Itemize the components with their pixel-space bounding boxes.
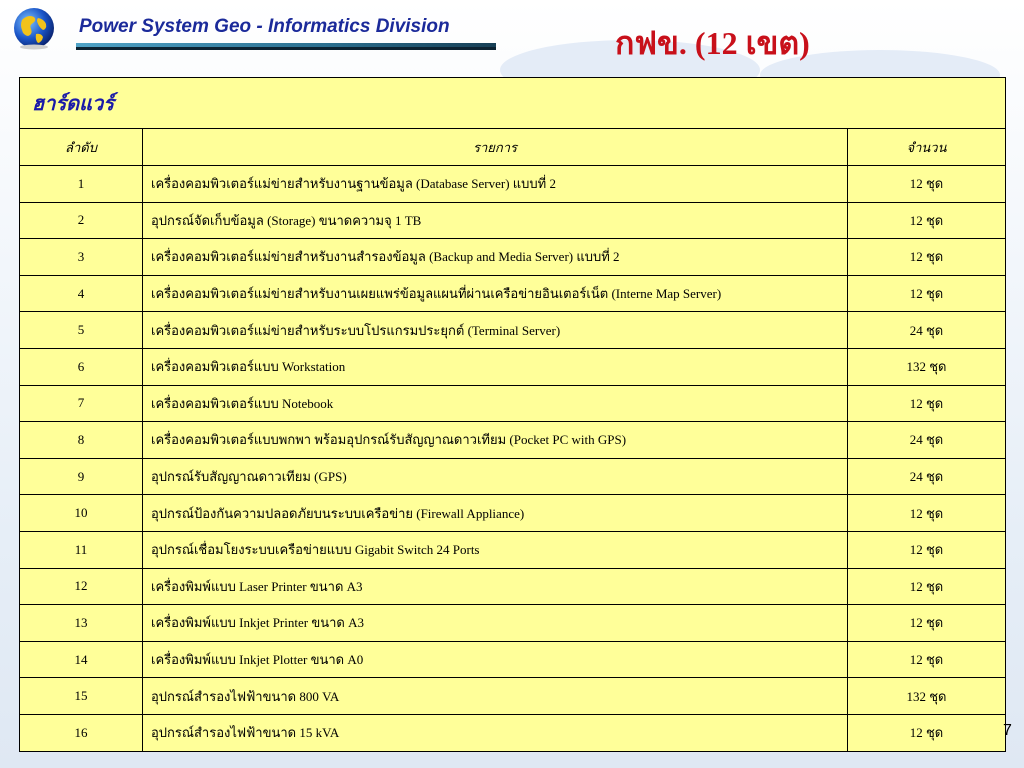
- row-number: 5: [20, 312, 143, 349]
- row-number: 2: [20, 202, 143, 239]
- table-row: [20, 495, 1006, 532]
- row-item: อุปกรณ์เชื่อมโยงระบบเครือข่ายแบบ Gigabit Switch 24 Ports: [143, 531, 848, 568]
- table-row: [20, 385, 1006, 422]
- row-quantity: 24 ชุด: [848, 422, 1006, 459]
- table-row: [20, 531, 1006, 568]
- row-quantity: 12 ชุด: [848, 495, 1006, 532]
- row-number: 10: [20, 495, 143, 532]
- division-title: Power System Geo - Informatics Division: [79, 16, 450, 37]
- hardware-table-container: [19, 77, 1005, 752]
- table-row: [20, 641, 1006, 678]
- row-item: เครื่องคอมพิวเตอร์แม่ข่ายสำหรับงานสำรองข้อมูล (Backup and Media Server) แบบที่ 2: [143, 239, 848, 276]
- page-heading: กฟข. (12 เขต): [615, 25, 810, 61]
- row-item: เครื่องคอมพิวเตอร์แม่ข่ายสำหรับงานเผยแพร่ข้อมูลแผนที่ผ่านเครือข่ายอินเตอร์เน็ต (Interne Map Server): [143, 275, 848, 312]
- table-row: [20, 239, 1006, 276]
- header-row: [20, 129, 1006, 166]
- column-header-item: รายการ: [143, 129, 848, 166]
- table-row: [20, 348, 1006, 385]
- hardware-table: [19, 77, 1006, 752]
- row-quantity: 12 ชุด: [848, 605, 1006, 642]
- row-item: อุปกรณ์สำรองไฟฟ้าขนาด 15 kVA: [143, 714, 848, 751]
- table-row: [20, 714, 1006, 751]
- row-number: 9: [20, 458, 143, 495]
- row-number: 1: [20, 166, 143, 203]
- row-number: 14: [20, 641, 143, 678]
- row-number: 4: [20, 275, 143, 312]
- row-quantity: 24 ชุด: [848, 312, 1006, 349]
- column-header-quantity: จำนวน: [848, 129, 1006, 166]
- section-title: ฮาร์ดแวร์: [20, 78, 1006, 129]
- row-item: อุปกรณ์ป้องกันความปลอดภัยบนระบบเครือข่าย (Firewall Appliance): [143, 495, 848, 532]
- row-number: 16: [20, 714, 143, 751]
- row-quantity: 12 ชุด: [848, 385, 1006, 422]
- row-number: 12: [20, 568, 143, 605]
- row-quantity: 12 ชุด: [848, 275, 1006, 312]
- row-number: 15: [20, 678, 143, 715]
- row-item: เครื่องพิมพ์แบบ Inkjet Plotter ขนาด A0: [143, 641, 848, 678]
- row-number: 6: [20, 348, 143, 385]
- row-item: เครื่องพิมพ์แบบ Laser Printer ขนาด A3: [143, 568, 848, 605]
- table-row: [20, 568, 1006, 605]
- row-number: 8: [20, 422, 143, 459]
- row-quantity: 12 ชุด: [848, 568, 1006, 605]
- row-quantity: 132 ชุด: [848, 678, 1006, 715]
- row-item: เครื่องคอมพิวเตอร์แม่ข่ายสำหรับระบบโปรแกรมประยุกต์ (Terminal Server): [143, 312, 848, 349]
- row-quantity: 12 ชุด: [848, 714, 1006, 751]
- row-item: อุปกรณ์รับสัญญาณดาวเทียม (GPS): [143, 458, 848, 495]
- row-item: เครื่องพิมพ์แบบ Inkjet Printer ขนาด A3: [143, 605, 848, 642]
- slide-number: 7: [1003, 722, 1012, 739]
- row-quantity: 12 ชุด: [848, 531, 1006, 568]
- row-quantity: 12 ชุด: [848, 202, 1006, 239]
- globe-icon: [12, 6, 56, 50]
- title-underline-shadow: [76, 47, 496, 50]
- row-item: เครื่องคอมพิวเตอร์แบบ Notebook: [143, 385, 848, 422]
- row-number: 7: [20, 385, 143, 422]
- row-quantity: 24 ชุด: [848, 458, 1006, 495]
- table-row: [20, 275, 1006, 312]
- table-row: [20, 312, 1006, 349]
- column-header-number: ลำดับ: [20, 129, 143, 166]
- row-item: อุปกรณ์สำรองไฟฟ้าขนาด 800 VA: [143, 678, 848, 715]
- row-item: เครื่องคอมพิวเตอร์แม่ข่ายสำหรับงานฐานข้อมูล (Database Server) แบบที่ 2: [143, 166, 848, 203]
- row-quantity: 12 ชุด: [848, 641, 1006, 678]
- row-quantity: 12 ชุด: [848, 166, 1006, 203]
- table-row: [20, 202, 1006, 239]
- section-row: [20, 78, 1006, 129]
- table-row: [20, 678, 1006, 715]
- row-number: 11: [20, 531, 143, 568]
- table-row: [20, 422, 1006, 459]
- row-number: 13: [20, 605, 143, 642]
- row-quantity: 132 ชุด: [848, 348, 1006, 385]
- row-item: เครื่องคอมพิวเตอร์แบบพกพา พร้อมอุปกรณ์รับสัญญาณดาวเทียม (Pocket PC with GPS): [143, 422, 848, 459]
- row-quantity: 12 ชุด: [848, 239, 1006, 276]
- row-item: เครื่องคอมพิวเตอร์แบบ Workstation: [143, 348, 848, 385]
- table-row: [20, 605, 1006, 642]
- table-row: [20, 166, 1006, 203]
- table-row: [20, 458, 1006, 495]
- row-number: 3: [20, 239, 143, 276]
- row-item: อุปกรณ์จัดเก็บข้อมูล (Storage) ขนาดความจุ 1 TB: [143, 202, 848, 239]
